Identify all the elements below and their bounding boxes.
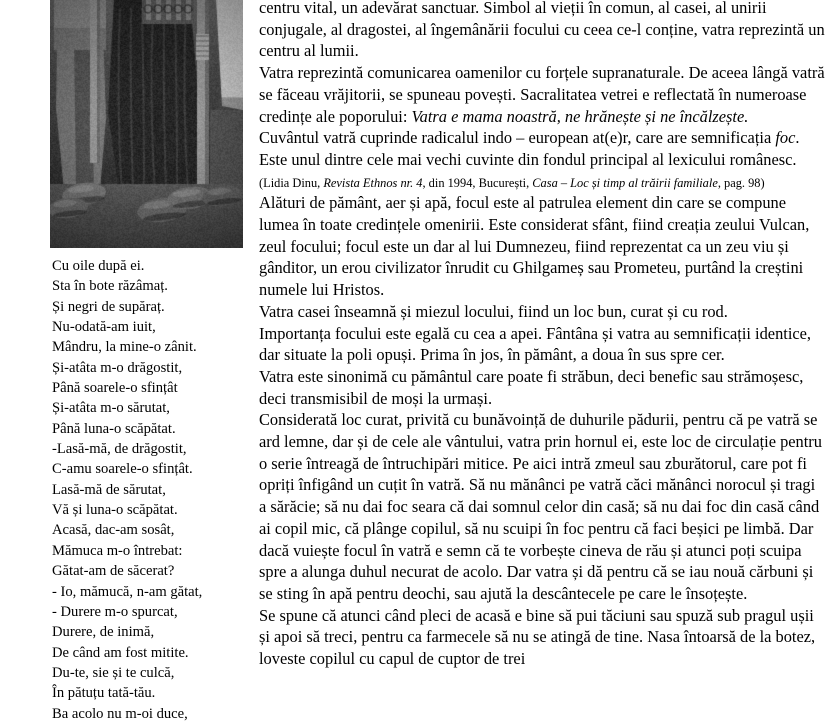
emphasis-text: Vatra e mama noastră, ne hrănește și ne încălzește.	[411, 106, 749, 126]
poem-line: C-amu soarele-o sfințât.	[52, 461, 193, 478]
poem-line: De când am fost mitite.	[52, 644, 189, 661]
body-text: Alături de pământ, aer și apă, focul este al patrulea element din care se compune lumea în toate credințele omenirii. Este considerat sfânt, fiind creația zeului Vulcan, zeul focului; focul este un dar al lui Dumnezeu, fiind reprezentat ca un zeu viu și gânditor, un erou civilizator înrudit cu Ghilgameș sau Prometeu, purtând la creștini numele lui Hristos.	[259, 193, 810, 300]
poem-line: Până soarele-o sfințât	[52, 380, 178, 397]
body-paragraph	[259, 127, 826, 192]
poem-line: - Io, mămucă, n-am gătat,	[52, 583, 203, 600]
body-paragraph	[259, 409, 826, 604]
poem-line: Mândru, la mine-o zânit.	[52, 339, 197, 356]
poem-line: Și negri de supăraț.	[52, 298, 165, 315]
photograph-image	[50, 0, 243, 248]
body-text: Se spune că atunci când pleci de acasă e bine să pui tăciuni sau spuză sub pragul ușii și apoi să treci, pentru ca farmecele să nu se atingă de tine. Nasa întoarsă de la botez, loveste copilul cu capul de cuptor de trei	[259, 605, 816, 669]
poem-line: Vă și luna-o scăpătat.	[52, 502, 178, 519]
poem-line: -Lasă-mă, de drăgostit,	[52, 441, 187, 458]
poem-line: În pătuțu tată-tău.	[52, 685, 156, 702]
body-text: Vatra casei înseamnă și miezul locului, fiind un loc bun, curat și cu rod.	[259, 301, 728, 321]
body-paragraph	[259, 605, 826, 670]
poem-line: Du-te, sie și te culcă,	[52, 664, 175, 681]
body-text: Vatra reprezintă comunicarea oamenilor cu forțele supranaturale. De aceea lângă vatră se făceau vrăjitorii, se spuneau povești. Sacralitatea vetrei e reflectată în numeroase credințe ale poporului:	[259, 63, 825, 126]
emphasis-text: foc	[775, 128, 796, 148]
citation-text: , pag. 98)	[717, 175, 765, 190]
body-paragraph	[259, 192, 826, 301]
poem-line: Durere, de inimă,	[52, 624, 155, 641]
body-text: Importanța focului este egală cu cea a apei. Fântâna și vatra au semnificații identice, dar situate la poli opuși. Prima în jos, în pământ, a doua în sus spre cer.	[259, 323, 812, 365]
poem-line: Ba acolo nu m-oi duce,	[52, 705, 188, 722]
right-column-body-text	[259, 0, 826, 677]
citation-text: (Lidia Dinu,	[259, 175, 324, 190]
citation-title: Casa – Loc și timp al trăirii familiale	[532, 175, 718, 190]
body-text: Cuvântul vatră cuprinde radicalul indo – european at(e)r, care are semnificația	[259, 128, 776, 148]
left-column	[0, 0, 254, 722]
body-paragraph	[259, 301, 826, 323]
body-text: Vatra este sinonimă cu pământul care poate fi străbun, deci benefic sau strămoșesc, deci transmisibil de moși la urmași.	[259, 366, 804, 408]
photograph	[50, 0, 243, 248]
body-text: . Este unul dintre cele mai vechi cuvinte din fondul principal al lexicului românesc.	[259, 128, 800, 169]
body-text: Considerată loc curat, privită cu bunăvoință de duhurile pădurii, pentru că pe vatră se ard lemne, dar și de cele ale vântului, vatra prin hornul ei, este loc de circulație pentru o serie întreagă de întruchipări mitice. Pe aici intră zmeul sau zburătorul, care pot fi opriți înfigând un cuțit în vatră. Să nu mănânci pe vatră căci mănânci norocul și tragi a sărăcie; să nu dai foc seara că dai somnul celor din casă; să nu dai foc din casă când ai copil mic, că plânge copilul, să nu scuipi în foc pentru că faci beșici pe limbă. Dar dacă vuiește focul în vatră e semn că te vorbește cineva de rău și atunci poți scuipa spre a alunga duhul necurat de acolo. Dar vatra și dă pentru că se iau nouă cărbuni și se sting în apă pentru deochi, sau ajută la descântecele pe care le însoțește.	[259, 410, 822, 603]
body-paragraph	[259, 323, 826, 366]
source-citation	[259, 176, 765, 190]
poem-line: Cu oile după ei.	[52, 258, 145, 274]
poem-line: Acasă, dac-am sosât,	[52, 522, 175, 539]
poem-line: Mămuca m-o întrebat:	[52, 542, 183, 559]
poem-line: Și-atâta m-o drăgostit,	[52, 359, 183, 376]
poem-line: Și-atâta m-o sărutat,	[52, 400, 170, 417]
poem-line: Sta în bote răzâmaț.	[52, 278, 168, 295]
body-text: centru vital, un adevărat sanctuar. Simbol al vieții în comun, al casei, al unirii conjugale, al dragostei, al îngemânării focului cu ceea ce-l conține, vatra reprezintă un centru al lumii.	[259, 0, 825, 61]
poem-line: Nu-odată-am iuit,	[52, 319, 156, 336]
poem-line: Gătat-am de săcerat?	[52, 563, 175, 580]
citation-title: Revista Ethnos nr. 4	[323, 175, 423, 190]
citation-text: , din 1994, București,	[422, 175, 533, 190]
body-paragraph	[259, 62, 826, 127]
body-paragraph	[259, 0, 826, 62]
body-paragraph	[259, 366, 826, 409]
poem-line: Lasă-mă de sărutat,	[52, 481, 166, 498]
poem-line: Până luna-o scăpătat.	[52, 420, 176, 437]
poem-text	[52, 256, 252, 724]
poem-line: - Durere m-o spurcat,	[52, 603, 178, 620]
